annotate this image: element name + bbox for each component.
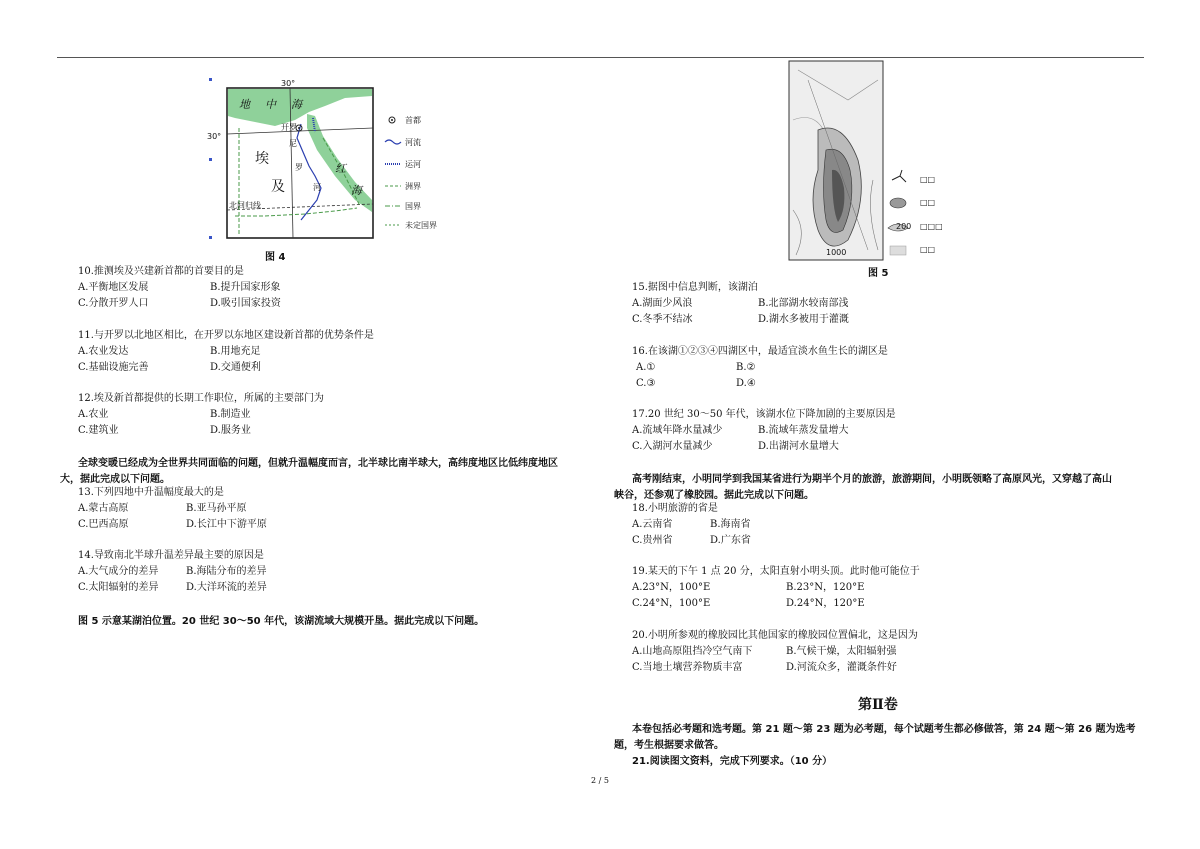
q13-option-c: C.巴西高原 [78, 519, 129, 530]
legend-continent-border: 洲界 [405, 182, 421, 191]
q16-stem: 16.在该湖①②③④四湖区中，最适宜淡水鱼生长的湖区是 [632, 346, 888, 357]
q14-option-a: A.大气成分的差异 [78, 566, 159, 577]
q20-option-b: B.气候干燥，太阳辐射强 [786, 646, 897, 657]
lat-30-label: 30° [207, 132, 222, 141]
page-number: 2 / 5 [591, 776, 609, 785]
q16-option-b: B.② [736, 362, 756, 373]
legend-river: 河流 [405, 138, 421, 147]
q18-option-c: C.贵州省 [632, 535, 673, 546]
figure-4-caption: 图 4 [265, 252, 286, 263]
red-sea-label-1: 红 [335, 162, 346, 175]
q15-option-b: B.北部湖水较南部浅 [758, 298, 849, 309]
section-2-title: 第Ⅱ卷 [858, 697, 898, 713]
q10-option-d: D.吸引国家投资 [210, 298, 281, 309]
passage-lake: 图 5 示意某湖泊位置。20 世纪 30～50 年代，该湖流域大规模开垦。据此完成以下问题。 [78, 616, 485, 627]
legend-capital: 首都 [405, 116, 421, 125]
legend-national-border: 国界 [405, 202, 421, 211]
q18-option-d: D.广东省 [710, 535, 751, 546]
q11-stem: 11.与开罗以北地区相比，在开罗以东地区建设新首都的优势条件是 [78, 330, 374, 341]
q16-option-a: A.① [636, 362, 656, 373]
q12-option-c: C.建筑业 [78, 425, 119, 436]
q10-option-b: B.提升国家形象 [210, 282, 281, 293]
q17-stem: 17.20 世纪 30～50 年代，该湖水位下降加剧的主要原因是 [632, 409, 896, 420]
q19-option-b: B.23°N，120°E [786, 582, 865, 593]
q19-option-a: A.23°N，100°E [632, 582, 711, 593]
q15-stem: 15.据图中信息判断，该湖泊 [632, 282, 758, 293]
q15-option-c: C.冬季不结冰 [632, 314, 693, 325]
q10-option-c: C.分散开罗人口 [78, 298, 149, 309]
q11-option-a: A.农业发达 [78, 346, 129, 357]
q17-option-c: C.入湖河水量减少 [632, 441, 713, 452]
legend-canal: 运河 [405, 160, 421, 169]
q10-option-a: A.平衡地区发展 [78, 282, 149, 293]
q13-stem: 13.下列四地中升温幅度最大的是 [78, 487, 224, 498]
sea-label-1: 地 [239, 98, 250, 111]
q16-option-d: D.④ [736, 378, 756, 389]
q15-option-d: D.湖水多被用于灌溉 [758, 314, 849, 325]
passage-trip-line1: 高考刚结束，小明同学到我国某省进行为期半个月的旅游，旅游期间，小明既领略了高原风光，又穿越了高山 [632, 474, 1112, 485]
figure-5-caption: 图 5 [868, 268, 889, 279]
q11-option-d: D.交通便利 [210, 362, 261, 373]
lake-contour-graphic [788, 60, 948, 262]
q17-option-a: A.流域年降水量减少 [632, 425, 723, 436]
q11-option-c: C.基础设施完善 [78, 362, 149, 373]
river-label-3: 河 [313, 183, 321, 192]
header-rule [57, 57, 1144, 58]
q20-stem: 20.小明所参观的橡胶园比其他国家的橡胶园位置偏北，这是因为 [632, 630, 918, 641]
river-label-1: 尼 [289, 139, 297, 148]
country-label-2: 及 [271, 179, 285, 195]
q14-stem: 14.导致南北半球升温差异最主要的原因是 [78, 550, 264, 561]
q21-stem: 21.阅读图文资料，完成下列要求。（10 分） [632, 756, 833, 767]
q14-option-d: D.大洋环流的差异 [186, 582, 267, 593]
figure-4-map [205, 76, 465, 244]
q15-option-a: A.湖面少风浪 [632, 298, 693, 309]
lon-30-label: 30° [281, 79, 296, 88]
q10-stem: 10.推测埃及兴建新首都的首要目的是 [78, 266, 244, 277]
q13-option-d: D.长江中下游平原 [186, 519, 267, 530]
q12-option-d: D.服务业 [210, 425, 251, 436]
q18-option-b: B.海南省 [710, 519, 751, 530]
fig5-legend-3: □□□ [920, 222, 943, 231]
q17-option-b: B.流域年蒸发量增大 [758, 425, 849, 436]
passage-warming-line1: 全球变暖已经成为全世界共同面临的问题，但就升温幅度而言，北半球比南半球大，高纬度地区比低纬度地区 [78, 458, 558, 469]
contour-1000-label: 1000 [826, 248, 847, 257]
q18-stem: 18.小明旅游的省是 [632, 503, 718, 514]
q14-option-c: C.太阳辐射的差异 [78, 582, 159, 593]
q12-stem: 12.埃及新首都提供的长期工作职位，所属的主要部门为 [78, 393, 324, 404]
sea-label-2: 中 [265, 98, 276, 111]
q18-option-a: A.云南省 [632, 519, 673, 530]
q14-option-b: B.海陆分布的差异 [186, 566, 267, 577]
q19-option-d: D.24°N，120°E [786, 598, 865, 609]
q19-option-c: C.24°N，100°E [632, 598, 711, 609]
passage-trip-line2: 峡谷，还参观了橡胶园。据此完成以下问题。 [614, 490, 814, 501]
fig5-legend-1: □□ [920, 175, 936, 184]
legend-contour-200: 200 [896, 222, 912, 231]
q12-option-a: A.农业 [78, 409, 109, 420]
q13-option-a: A.蒙古高原 [78, 503, 129, 514]
legend-undetermined-border: 未定国界 [405, 221, 437, 230]
q20-option-d: D.河流众多，灌溉条件好 [786, 662, 897, 673]
q20-option-a: A.山地高原阻挡冷空气南下 [632, 646, 753, 657]
red-sea-label-2: 海 [351, 184, 362, 197]
country-label-1: 埃 [255, 151, 269, 167]
q11-option-b: B.用地充足 [210, 346, 261, 357]
fig5-legend-4: □□ [920, 245, 936, 254]
tropic-label: 北回归线 [229, 201, 261, 210]
q20-option-c: C.当地土壤营养物质丰富 [632, 662, 743, 673]
sea-label-3: 海 [291, 98, 302, 111]
q16-option-c: C.③ [636, 378, 656, 389]
fig5-legend-2: □□ [920, 198, 936, 207]
q12-option-b: B.制造业 [210, 409, 251, 420]
q19-stem: 19.某天的下午 1 点 20 分，太阳直射小明头顶。此时他可能位于 [632, 566, 920, 577]
capital-city-label: 开罗 [281, 123, 297, 132]
river-label-2: 罗 [295, 163, 303, 172]
figure-5-map [788, 60, 948, 262]
q17-option-d: D.出湖河水量增大 [758, 441, 839, 452]
passage-warming-line2: 大，据此完成以下问题。 [60, 474, 170, 485]
q13-option-b: B.亚马孙平原 [186, 503, 247, 514]
section-2-intro-line1: 本卷包括必考题和选考题。第 21 题～第 23 题为必考题，每个试题考生都必修做答，第 24 题～第 26 题为选考 [632, 724, 1136, 735]
section-2-intro-line2: 题，考生根据要求做答。 [614, 740, 724, 751]
